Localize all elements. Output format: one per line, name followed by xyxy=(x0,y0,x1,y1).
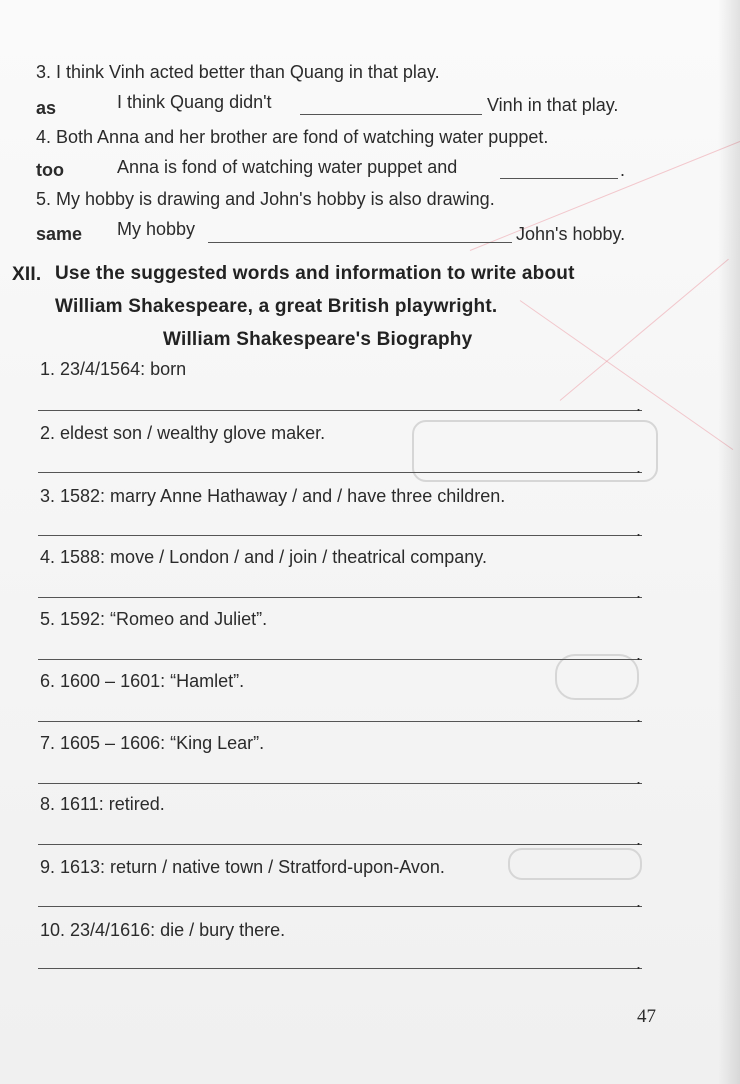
answer-line-4[interactable] xyxy=(38,597,642,598)
answer-blank[interactable] xyxy=(208,242,512,243)
answer-line-9[interactable] xyxy=(38,906,642,907)
prompt-4: 4. 1588: move / London / and / join / theatrical company. xyxy=(40,547,487,567)
bleed-through-box xyxy=(555,654,639,700)
page-edge-shadow xyxy=(718,0,740,1084)
line-end-period: . xyxy=(636,953,642,973)
bleed-through-box xyxy=(508,848,642,880)
prompt-7: 7. 1605 – 1606: “King Lear”. xyxy=(40,733,265,753)
line-end-period: . xyxy=(636,644,642,664)
rewrite-item-4: 4. Both Anna and her brother are fond of watching water puppet. xyxy=(36,127,549,147)
rewrite-item-5: 5. My hobby is drawing and John's hobby is also drawing. xyxy=(36,189,495,209)
rewrite-keyword: same xyxy=(36,224,83,244)
rewrite-prompt: I think Quang didn't xyxy=(117,92,272,112)
prompt-1: 1. 23/4/1564: born xyxy=(40,359,187,379)
rewrite-prompt-end: Vinh in that play. xyxy=(487,95,619,115)
rewrite-prompt: My hobby xyxy=(117,219,196,239)
light-reflection xyxy=(560,259,729,401)
line-end-period: . xyxy=(636,829,642,849)
prompt-2: 2. eldest son / wealthy glove maker. xyxy=(40,423,326,443)
exercise-instruction-line-2: William Shakespeare, a great British playwright. xyxy=(55,296,498,317)
rewrite-prompt-end: John's hobby. xyxy=(516,224,626,244)
answer-line-3[interactable] xyxy=(38,535,642,536)
exercise-instruction-line-1: Use the suggested words and information to write about xyxy=(55,263,575,284)
line-end-period: . xyxy=(636,582,642,602)
answer-line-7[interactable] xyxy=(38,783,642,784)
line-end-period: . xyxy=(636,706,642,726)
rewrite-prompt: Anna is fond of watching water puppet and xyxy=(117,157,458,177)
answer-line-10[interactable] xyxy=(38,968,642,969)
line-end-period: . xyxy=(636,395,642,415)
rewrite-keyword: as xyxy=(36,98,57,118)
prompt-3: 3. 1582: marry Anne Hathaway / and / have three children. xyxy=(40,486,506,506)
answer-line-6[interactable] xyxy=(38,721,642,722)
rewrite-prompt-end: . xyxy=(620,160,626,180)
prompt-6: 6. 1600 – 1601: “Hamlet”. xyxy=(40,671,245,691)
line-end-period: . xyxy=(636,891,642,911)
prompt-9: 9. 1613: return / native town / Stratford-upon-Avon. xyxy=(40,857,445,877)
line-end-period: . xyxy=(636,520,642,540)
answer-blank[interactable] xyxy=(300,114,482,115)
answer-line-2[interactable] xyxy=(38,472,642,473)
prompt-5: 5. 1592: “Romeo and Juliet”. xyxy=(40,609,268,629)
answer-line-5[interactable] xyxy=(38,659,642,660)
exercise-number: XII. xyxy=(12,264,42,285)
biography-title: William Shakespeare's Biography xyxy=(163,329,473,350)
answer-line-1[interactable] xyxy=(38,410,642,411)
line-end-period: . xyxy=(636,768,642,788)
rewrite-item-3: 3. I think Vinh acted better than Quang in that play. xyxy=(36,62,440,82)
prompt-8: 8. 1611: retired. xyxy=(40,794,165,814)
prompt-10: 10. 23/4/1616: die / bury there. xyxy=(40,920,286,940)
line-end-period: . xyxy=(636,457,642,477)
page-number: 47 xyxy=(637,1006,656,1027)
answer-line-8[interactable] xyxy=(38,844,642,845)
answer-blank[interactable] xyxy=(500,178,618,179)
rewrite-keyword: too xyxy=(36,160,64,180)
